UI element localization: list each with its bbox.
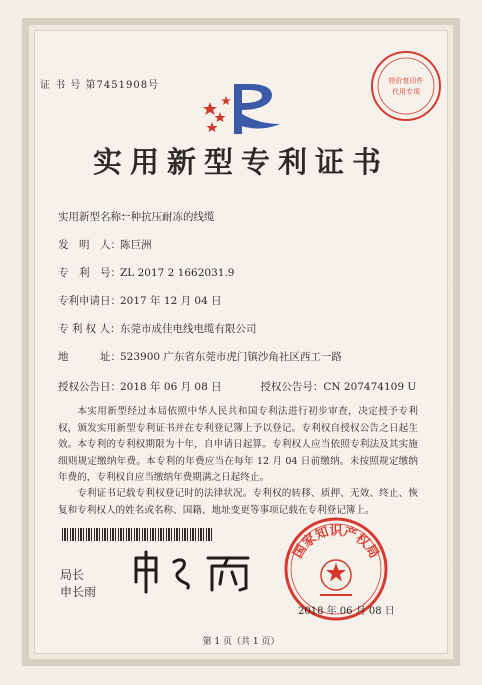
handwritten-signature bbox=[128, 548, 268, 596]
paragraph-term: 本专利的专利权期限为十年，自申请日起算。专利权人应当依照专利法及其实施细则规定缴纳年费。本专利的年费应当在每年 12 月 04 日前缴纳。未按照规定缴纳年费的，专利权自应当缴纳年费期满之日起终止。 bbox=[58, 439, 418, 483]
signatory-name: 申长雨 bbox=[60, 585, 97, 599]
svg-text:代用专项: 代用专项 bbox=[392, 88, 420, 96]
field-address bbox=[58, 349, 342, 364]
field-label: 实用新型名称： bbox=[58, 211, 132, 223]
field-label: 发 明 人： bbox=[58, 239, 121, 251]
corner-stamp-icon bbox=[368, 48, 444, 124]
field-value: 2017 年 12 月 04 日 bbox=[120, 295, 222, 307]
signatory-title: 局长 bbox=[60, 568, 85, 582]
certificate-number: 证 书 号 第7451908号 bbox=[40, 80, 160, 91]
paragraph-register: 专利证书记载专利权登记时的法律状况。专利权的转移、质押、无效、终止、恢复和专利权人的姓名或名称、国籍、地址变更等事项记载在专利登记簿上。 bbox=[58, 488, 418, 516]
patent-office-logo-icon bbox=[200, 80, 282, 138]
field-value: 523900 广东省东莞市虎门镇沙角社区西工一路 bbox=[120, 351, 342, 363]
field-label: 专 利 号： bbox=[58, 267, 121, 279]
field-label: 地 址： bbox=[58, 351, 121, 363]
field-value: 陈巨洲 bbox=[120, 239, 152, 251]
grant-date-value: 2018 年 06 月 08 日 bbox=[120, 381, 222, 393]
field-label: 专 利 权 人： bbox=[58, 323, 121, 335]
svg-text:特价复印件: 特价复印件 bbox=[388, 77, 424, 85]
paragraph-grant: 本实用新型经过本局依照中华人民共和国专利法进行初步审查，决定授予专利权，颁发实用新型专利证书并在专利登记簿上予以登记。专利权自授权公告之日起生效。 bbox=[58, 406, 418, 450]
field-label: 专利申请日： bbox=[58, 295, 121, 307]
field-value: ZL 2017 2 1662031.9 bbox=[120, 267, 235, 279]
certificate-title: 实用新型专利证书 bbox=[92, 145, 389, 179]
field-grant-announcement bbox=[58, 379, 416, 394]
barcode bbox=[62, 528, 212, 541]
seal-text: 国家知识产权局 bbox=[290, 524, 382, 562]
field-value: 东莞市成佳电线电缆有限公司 bbox=[120, 323, 257, 335]
field-inventor bbox=[58, 237, 152, 252]
page-footer: 第 1 页（共 1 页） bbox=[202, 637, 280, 647]
seal-date: 2018 年 06 月 08 日 bbox=[298, 606, 395, 617]
grant-number-value: CN 207474109 U bbox=[323, 381, 417, 393]
field-utility-model-name bbox=[58, 209, 215, 224]
grant-date-label: 授权公告日： bbox=[58, 381, 121, 393]
field-patentee bbox=[58, 321, 257, 336]
field-value: 一种抗压耐冻的线缆 bbox=[120, 211, 215, 223]
field-patent-number bbox=[58, 265, 234, 280]
field-application-date bbox=[58, 293, 222, 308]
grant-number-label: 授权公告号： bbox=[260, 381, 324, 393]
